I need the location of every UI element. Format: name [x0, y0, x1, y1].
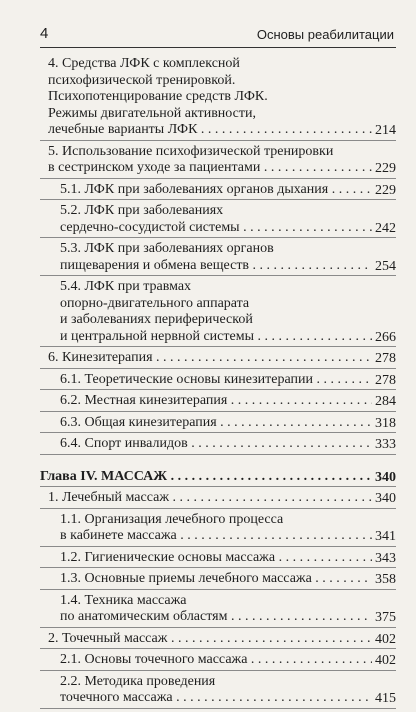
toc-page-number: 402 — [372, 653, 396, 670]
toc-entry — [40, 56, 396, 141]
toc-entry-line: 4. Средства ЛФК с комплексной — [48, 56, 240, 71]
toc-entry-line: 5.3. ЛФК при заболеваниях органов — [60, 241, 274, 256]
toc-chapter-entry — [40, 469, 396, 488]
toc-page-number: 254 — [372, 259, 396, 276]
toc-page-number: 242 — [372, 221, 396, 238]
toc-entry-line: 6.2. Местная кинезитерапия . . . — [40, 393, 396, 410]
toc-entry-line: Режимы двигательной активности, — [48, 105, 256, 121]
toc-page-number: 343 — [372, 551, 396, 568]
toc-page-number: 341 — [372, 529, 396, 546]
header-rule — [40, 47, 396, 48]
toc-entry — [40, 415, 396, 434]
toc-entry — [40, 393, 396, 412]
toc-entry — [40, 512, 396, 547]
toc-entry-line: в кабинете массажа . . . — [40, 528, 396, 545]
toc-entry-line: сердечно-сосудистой системы . . . — [40, 220, 396, 237]
toc-entry — [40, 593, 396, 628]
toc-entry-line: 1.1. Организация лечебного процесса — [60, 511, 284, 527]
toc-entry — [40, 144, 396, 179]
toc-entry — [40, 279, 396, 347]
toc-entry — [40, 241, 396, 276]
toc-entry — [40, 203, 396, 238]
toc-entry-line: 6. Кинезитерапия . . . — [40, 350, 396, 367]
toc-entry-line: опорно-двигательного аппарата — [60, 295, 250, 311]
toc-entry — [40, 436, 396, 455]
toc-entry — [40, 182, 396, 201]
toc-page-number: 402 — [372, 632, 396, 649]
toc-entry-line: 6.4. Спорт инвалидов . . . — [40, 436, 396, 453]
toc-entry-line: 1.4. Техника массажа — [60, 592, 187, 608]
toc-page-number: 375 — [372, 610, 396, 627]
toc-entry-line: 1. Лечебный массаж . . . — [40, 490, 396, 507]
toc-entry-line: пищеварения и обмена веществ . . . — [40, 258, 396, 275]
toc-page-number: 340 — [372, 491, 396, 508]
toc-entry-line: и центральной нервной системы . . . — [40, 329, 396, 346]
toc-entry-line: 2.2. Методика проведения — [60, 673, 216, 689]
toc-entry — [40, 490, 396, 509]
toc-page-number: 229 — [372, 161, 396, 178]
toc-page-number: 278 — [372, 373, 396, 390]
toc-page-number: 229 — [372, 183, 396, 200]
toc-entry — [40, 372, 396, 391]
table-of-contents — [40, 56, 396, 712]
running-title: Основы реабилитации — [256, 27, 394, 42]
page-header — [0, 0, 416, 40]
toc-page-number: 333 — [372, 437, 396, 454]
toc-entry-line: 2. Точечный массаж . . . — [40, 631, 396, 648]
toc-entry-line: 6.3. Общая кинезитерапия . . . — [40, 415, 396, 432]
toc-entry — [40, 674, 396, 709]
toc-entry-line: 6.1. Теоретические основы кинезитерапии . . . — [40, 372, 396, 389]
toc-entry-line: 5.1. ЛФК при заболеваниях органов дыхания . . . — [40, 182, 396, 199]
toc-entry-line: 2.1. Основы точечного массажа . . . — [40, 652, 396, 669]
toc-page-number: 318 — [372, 416, 396, 433]
toc-page-number: 214 — [372, 123, 396, 140]
toc-page-number: 358 — [372, 572, 396, 589]
toc-page-number: 415 — [372, 691, 396, 708]
toc-entry-line: 1.3. Основные приемы лечебного массажа . . . — [40, 571, 396, 588]
toc-entry-line: в сестринском уходе за пациентами . . . — [40, 160, 396, 177]
toc-entry-line: 5.2. ЛФК при заболеваниях — [60, 203, 224, 218]
toc-entry-line: психофизической тренировкой. — [48, 72, 236, 88]
toc-page-number: 340 — [372, 470, 396, 487]
toc-entry-line: Глава IV. МАССАЖ . . . — [40, 469, 396, 486]
toc-entry-line: 5. Использование психофизической тренировки — [48, 143, 334, 159]
toc-entry — [40, 350, 396, 369]
toc-entry-line: 5.4. ЛФК при травмах — [60, 279, 192, 294]
toc-entry-line: 1.2. Гигиенические основы массажа . . . — [40, 550, 396, 567]
toc-entry-line: лечебные варианты ЛФК . . . — [40, 122, 396, 139]
toc-page-number: 266 — [372, 330, 396, 347]
toc-entry — [40, 550, 396, 569]
toc-entry-line: точечного массажа . . . — [40, 690, 396, 707]
toc-entry — [40, 571, 396, 590]
toc-page-number: 284 — [372, 394, 396, 411]
toc-entry — [40, 631, 396, 650]
page-number: 4 — [40, 25, 49, 42]
toc-entry-line: по анатомическим областям . . . — [40, 609, 396, 626]
toc-entry-line: Психопотенцирование средств ЛФК. — [48, 89, 268, 104]
toc-page-number: 278 — [372, 351, 396, 368]
toc-entry — [40, 652, 396, 671]
toc-entry-line: и заболеваниях периферической — [60, 312, 253, 327]
